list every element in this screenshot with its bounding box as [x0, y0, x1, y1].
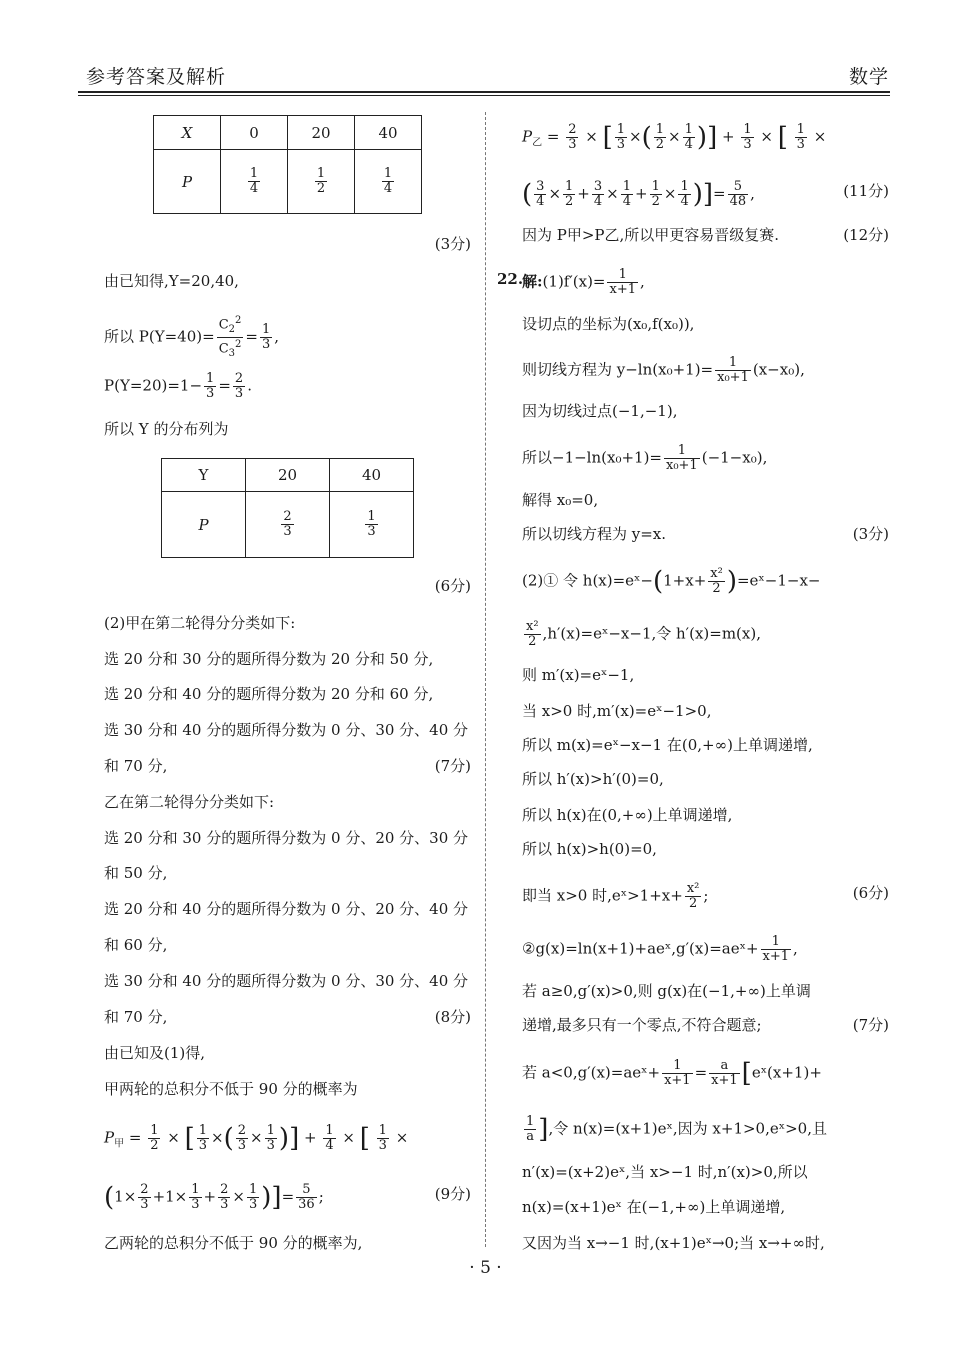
- table-x-head: 40: [355, 116, 422, 150]
- question-number: 22.: [497, 270, 524, 288]
- text-line: 由已知及(1)得,: [104, 1044, 206, 1062]
- text-line: 选 30 分和 40 分的题所得分数为 0 分、30 分、40 分: [104, 721, 469, 739]
- table-y-p-cell: $\frac{1}{3}$: [330, 492, 414, 558]
- table-y-head: Y: [162, 459, 246, 492]
- table-y-p-cell: $\frac{2}{3}$: [246, 492, 330, 558]
- text-line: 和 50 分,: [104, 864, 168, 882]
- page-number: · 5 ·: [469, 1258, 502, 1278]
- score-mark: (6分): [852, 884, 889, 902]
- text-line: 又因为当 x→−1 时,(x+1)eˣ→0;当 x→+∞时,: [522, 1234, 825, 1252]
- text-line: 乙两轮的总积分不低于 90 分的概率为,: [104, 1234, 363, 1252]
- text-line: 和 70 分,: [104, 757, 168, 775]
- text-line: n′(x)=(x+2)eˣ,当 x>−1 时,n′(x)>0,所以: [522, 1163, 808, 1181]
- text-line: 和 70 分,: [104, 1008, 168, 1026]
- text-line: 所以 h(x)在(0,+∞)上单调递增,: [522, 806, 733, 824]
- text-line: 乙在第二轮得分分类如下:: [104, 793, 275, 811]
- text-line: 设切点的坐标为(x₀,f(x₀)),: [522, 315, 695, 333]
- text-line: 选 20 分和 40 分的题所得分数为 0 分、20 分、40 分: [104, 900, 469, 918]
- score-mark: (7分): [852, 1016, 889, 1034]
- text-line: 则切线方程为 y−ln(x₀+1)= $\frac{1}{\text{x₀+1}}$ (x−x₀),: [522, 355, 805, 385]
- header-rule-thick: [78, 91, 890, 93]
- table-x-p-label: P: [154, 150, 221, 214]
- text-line: 甲两轮的总积分不低于 90 分的概率为: [104, 1080, 358, 1098]
- text-line: 和 60 分,: [104, 936, 168, 954]
- text-line: $\frac{1}{a}$ ],令 n(x)=(x+1)eˣ,因为 x+1>0,eˣ>0,且: [526, 1114, 827, 1145]
- header-subject: 数学: [848, 66, 889, 88]
- table-x-head: X: [154, 116, 221, 150]
- text-line: 当 x>0 时,m′(x)=eˣ−1>0,: [522, 702, 712, 720]
- text-line: 因为切线过点(−1,−1),: [522, 402, 678, 420]
- table-y-head: 20: [246, 459, 330, 492]
- text-line: 所以−1−ln(x₀+1)= $\frac{1}{\text{x₀+1}}$ (−1−x₀),: [522, 443, 768, 473]
- score-mark: (11分): [843, 182, 889, 200]
- text-line: 由已知得,Y=20,40,: [104, 272, 239, 290]
- text-line: 因为 P甲>P乙,所以甲更容易晋级复赛.: [522, 226, 780, 244]
- text-line: 选 30 分和 40 分的题所得分数为 0 分、30 分、40 分: [104, 972, 469, 990]
- text-line: 则 m′(x)=eˣ−1,: [522, 666, 635, 684]
- formula-p-jia: $P_甲$ = $\frac{1}{2}$ × [ $\frac{1}{3}$ ×( $\frac{2}{3}$ × $\frac{1}{3}$ )] + $\frac{1}{4}$ × [ $\frac{1}{3}$ ×: [104, 1123, 409, 1154]
- text-line: 若 a≥0,g′(x)>0,则 g(x)在(−1,+∞)上单调: [522, 982, 811, 1000]
- table-x-p-cell: $\frac{1}{2}$: [288, 150, 355, 214]
- table-x-p-cell: $\frac{1}{4}$: [355, 150, 422, 214]
- score-mark: (6分): [434, 577, 471, 595]
- header-rule-thin: [78, 95, 890, 96]
- text-line: 递增,最多只有一个零点,不符合题意;: [522, 1016, 762, 1034]
- table-y-p-label: P: [162, 492, 246, 558]
- text-line: (2)① 令 h(x)=eˣ−(1+x+ $\frac{\text{x²}}{2}$ )=eˣ−1−x−: [522, 566, 821, 597]
- text-line: 若 a<0,g′(x)=aeˣ+ $\frac{1}{x+1}$ = $\frac{a}{x+1}$ [eˣ(x+1)+: [522, 1058, 822, 1089]
- table-x-p-cell: $\frac{1}{4}$: [221, 150, 288, 214]
- text-line: 所以 Y 的分布列为: [104, 420, 229, 438]
- text-line: 所以切线方程为 y=x.: [522, 525, 667, 543]
- text-line: 解得 x₀=0,: [522, 491, 599, 509]
- text-line: ②g(x)=ln(x+1)+aeˣ,g′(x)=aeˣ+ $\frac{1}{x+1}$ ,: [522, 934, 798, 964]
- distribution-table-x: [153, 115, 422, 214]
- text-line: 所以 h(x)>h(0)=0,: [522, 840, 657, 858]
- text-line: 选 20 分和 30 分的题所得分数为 20 分和 50 分,: [104, 650, 434, 668]
- text-line: (2)甲在第二轮得分分类如下:: [104, 614, 296, 632]
- header-title: 参考答案及解析: [86, 66, 227, 88]
- formula-p-yi-cont: ( $\frac{3}{4}$ × $\frac{1}{2}$ + $\frac{3}{4}$ × $\frac{1}{4}$ + $\frac{1}{2}$ × $\frac{1}{4}$ )]= $\frac{5}{48}$ ,: [522, 179, 755, 210]
- text-line: 所以 P(Y=40)= $\frac{C_2^2}{C_3^2}$ = $\frac{1}{3}$ ,: [104, 315, 280, 359]
- formula-p-jia-cont: (1× $\frac{2}{3}$ +1× $\frac{1}{3}$ + $\frac{2}{3}$ × $\frac{1}{3}$ )]= $\frac{5}{36}$ ;: [104, 1182, 324, 1213]
- text-line: $\frac{\text{x²}}{2}$ ,h′(x)=eˣ−x−1,令 h′(x)=m(x),: [526, 619, 761, 649]
- text-line: 所以 m(x)=eˣ−x−1 在(0,+∞)上单调递增,: [522, 736, 813, 754]
- score-mark: (7分): [434, 757, 471, 775]
- text-line: 选 20 分和 40 分的题所得分数为 20 分和 60 分,: [104, 685, 434, 703]
- score-mark: (9分): [434, 1185, 471, 1203]
- table-x-head: 0: [221, 116, 288, 150]
- text-line: 选 20 分和 30 分的题所得分数为 0 分、20 分、30 分: [104, 829, 469, 847]
- table-y-head: 40: [330, 459, 414, 492]
- score-mark: (3分): [852, 525, 889, 543]
- text-line: 即当 x>0 时,eˣ>1+x+ $\frac{\text{x²}}{2}$ ;: [522, 881, 709, 911]
- text-line: n(x)=(x+1)eˣ 在(−1,+∞)上单调递增,: [522, 1198, 786, 1216]
- text-line: 解:(1)f′(x)= $\frac{1}{x+1}$ ,: [522, 267, 645, 297]
- column-divider: [485, 112, 486, 1247]
- text-line: P(Y=20)=1− $\frac{1}{3}$ = $\frac{2}{3}$ .: [104, 371, 252, 401]
- text-line: 所以 h′(x)>h′(0)=0,: [522, 770, 664, 788]
- score-mark: (12分): [843, 226, 889, 244]
- score-mark: (8分): [434, 1008, 471, 1026]
- score-mark: (3分): [434, 235, 471, 253]
- formula-p-yi: $P_乙$ = $\frac{2}{3}$ × [ $\frac{1}{3}$ ×( $\frac{1}{2}$ × $\frac{1}{4}$ )] + $\frac{1}{3}$ × [ $\frac{1}{3}$ ×: [522, 122, 827, 153]
- distribution-table-y: [161, 458, 414, 558]
- table-x-head: 20: [288, 116, 355, 150]
